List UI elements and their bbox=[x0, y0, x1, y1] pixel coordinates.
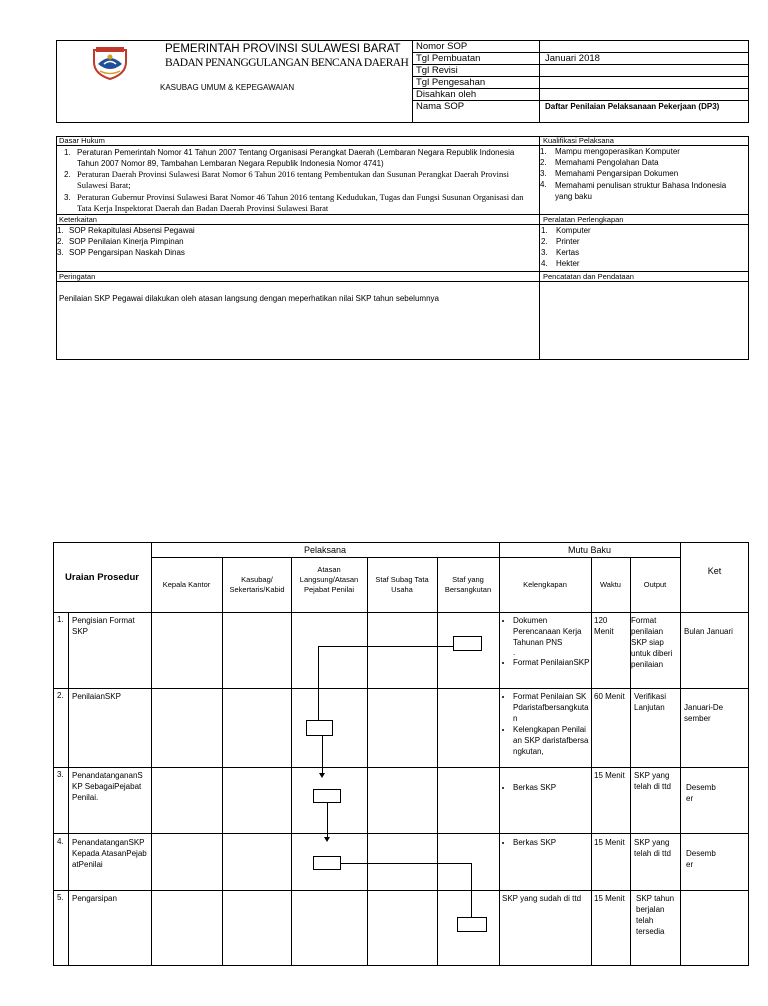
kualifikasi-2: Memahami Pengolahan Data bbox=[555, 158, 659, 167]
flow-arrow bbox=[324, 837, 330, 842]
peralatan-2: Printer bbox=[556, 237, 580, 246]
flow-connector bbox=[327, 803, 328, 837]
flow-connector bbox=[322, 736, 323, 774]
row-1-kelengkapan-item: • Dokumen Perencanaan Kerja Tahunan PNS bbox=[513, 615, 590, 648]
label-nomor-sop: Nomor SOP bbox=[416, 41, 468, 52]
actor-staf-subag: Staf Subag Tata Usaha bbox=[375, 575, 429, 594]
row-2-kelengkapan-item: • Kelengkapan Penilaian SKP daristafbersangkutan, bbox=[513, 724, 590, 757]
keterkaitan-1: SOP Rekapitulasi Absensi Pegawai bbox=[69, 226, 195, 235]
row-3-waktu: 15 Menit bbox=[594, 771, 625, 780]
row-4-no: 4. bbox=[57, 837, 64, 846]
row-2-kelengkapan-item: • Format Penilaian SKPdaristafbersangkutan bbox=[513, 691, 590, 724]
keterkaitan-title: Keterkaitan bbox=[59, 215, 97, 224]
label-tgl-pengesahan: Tgl Pengesahan bbox=[416, 77, 486, 88]
row-3-kelengkapan-item: • Berkas SKP bbox=[513, 782, 590, 793]
actor-atasan-langsung: Atasan Langsung/Atasan Pejabat Penilai bbox=[299, 565, 359, 594]
flow-box-penilaian bbox=[306, 720, 333, 736]
value-nama-sop: Daftar Penilaian Pelaksanaan Pekerjaan (DP3) bbox=[545, 102, 720, 111]
row-5-output: SKP tahun berjalan telah tersedia bbox=[636, 894, 675, 936]
flow-box-pengisian bbox=[453, 636, 482, 651]
row-1-kelengkapan-item: • Format PenilaianSKP bbox=[513, 657, 590, 668]
flow-connector bbox=[318, 646, 454, 647]
row-4-kelengkapan bbox=[502, 837, 590, 848]
row-1-uraian: Pengisian Format SKP bbox=[72, 616, 135, 636]
row-4-waktu: 15 Menit bbox=[594, 838, 625, 847]
flow-arrow bbox=[319, 773, 325, 778]
keterkaitan-3: SOP Pengarsipan Naskah Dinas bbox=[69, 248, 185, 257]
flow-box-pengarsipan bbox=[457, 917, 487, 932]
row-1-kelengkapan-extra: . bbox=[513, 648, 516, 657]
row-4-uraian: PenandatanganSKP Kepada AtasanPejabatPenilai bbox=[72, 838, 147, 869]
row-1-waktu: 120 Menit bbox=[594, 616, 614, 636]
peringatan-title: Peringatan bbox=[59, 272, 96, 281]
flow-box-penandatanganan-atasan bbox=[313, 856, 341, 870]
label-tgl-pembuatan: Tgl Pembuatan bbox=[416, 53, 481, 64]
pelaksana-header: Pelaksana bbox=[303, 545, 347, 555]
row-2-output: Verifikasi Lanjutan bbox=[634, 692, 667, 712]
flow-connector bbox=[471, 863, 472, 917]
row-5-no: 5. bbox=[57, 893, 64, 902]
uraian-header: Uraian Prosedur bbox=[65, 572, 139, 583]
mutu-output: Output bbox=[643, 580, 667, 589]
dasar-hukum-1: Peraturan Pemerintah Nomor 41 Tahun 2007 Tentang Organisasi Perangkat Daerah (Lembaran Negara Republik Indonesia Tahun 2007 Nomor 89, Tambahan Lembaran Negara Republik Indonesia Nomor 4741) bbox=[77, 148, 515, 168]
row-3-output: SKP yang telah di ttd bbox=[634, 771, 671, 791]
flow-box-penandatanganan-penilai bbox=[313, 789, 341, 803]
mutu-kelengkapan: Kelengkapan bbox=[523, 580, 567, 589]
actor-staf-bersangkutan: Staf yang Bersangkutan bbox=[444, 575, 492, 594]
row-2-waktu: 60 Menit bbox=[594, 692, 625, 701]
row-1-no: 1. bbox=[57, 615, 64, 624]
peralatan-4: Hekter bbox=[556, 259, 580, 268]
peringatan-text: Penilaian SKP Pegawai dilakukan oleh atasan langsung dengan meperhatikan nilai SKP tahun sebelumnya bbox=[59, 294, 439, 303]
row-3-no: 3. bbox=[57, 770, 64, 779]
row-3-ket: Desember bbox=[686, 783, 716, 803]
kualifikasi-1: Mampu mengoperasikan Komputer bbox=[555, 147, 680, 156]
peralatan-title: Peralatan Perlengkapan bbox=[543, 215, 624, 224]
mutu-header: Mutu Baku bbox=[567, 545, 612, 555]
org-name-2: BADAN PENANGGULANGAN BENCANA DAERAH bbox=[165, 57, 409, 69]
row-5-kelengkapan: SKP yang sudah di ttd bbox=[502, 894, 582, 903]
dasar-hukum-3: Peraturan Gubernur Provinsi Sulawesi Barat Nomor 46 Tahun 2016 tentang Kedudukan, Tugas dan Fungsi Susunan Organisasi dan Tata Kerja Inspektorat Daerah dan Badan Daerah Provinsi Sulawesi Barat bbox=[77, 192, 524, 213]
row-2-kelengkapan bbox=[502, 691, 590, 757]
kualifikasi-3: Memahami Pengarsipan Dokumen bbox=[555, 169, 679, 178]
row-5-waktu: 15 Menit bbox=[594, 894, 625, 903]
row-1-kelengkapan bbox=[502, 615, 590, 668]
row-4-ket: Desember bbox=[686, 849, 716, 869]
row-2-uraian: PenilaianSKP bbox=[72, 692, 121, 701]
row-5-uraian: Pengarsipan bbox=[72, 894, 117, 903]
logo-emblem bbox=[90, 44, 130, 80]
value-tgl-pembuatan: Januari 2018 bbox=[545, 53, 600, 64]
label-tgl-revisi: Tgl Revisi bbox=[416, 65, 458, 76]
actor-kepala-kantor: Kepala Kantor bbox=[162, 580, 211, 589]
kualifikasi-title: Kualifikasi Pelaksana bbox=[543, 136, 614, 145]
row-1-ket: Bulan Januari bbox=[684, 627, 733, 636]
unit-name: KASUBAG UMUM & KEPEGAWAIAN bbox=[160, 83, 295, 92]
pencatatan-title: Pencatatan dan Pendataan bbox=[543, 272, 634, 281]
dasar-hukum-title: Dasar Hukum bbox=[59, 136, 105, 145]
flow-connector bbox=[341, 863, 471, 864]
row-4-kelengkapan-item: • Berkas SKP bbox=[513, 837, 590, 848]
label-nama-sop: Nama SOP bbox=[416, 101, 465, 112]
org-name-1: PEMERINTAH PROVINSI SULAWESI BARAT bbox=[165, 43, 401, 55]
flow-connector bbox=[318, 646, 319, 720]
row-4-output: SKP yang telah di ttd bbox=[634, 838, 671, 858]
keterkaitan-2: SOP Penilaian Kinerja Pimpinan bbox=[69, 237, 184, 246]
ket-header: Ket bbox=[707, 566, 722, 576]
actor-kasubag: Kasubag/ Sekertaris/Kabid bbox=[229, 575, 285, 594]
row-2-ket: Januari-Desember bbox=[684, 703, 724, 723]
mutu-waktu: Waktu bbox=[600, 580, 621, 589]
kualifikasi-4: Memahami penulisan struktur Bahasa Indonesia yang baku bbox=[555, 181, 727, 201]
dasar-hukum-2: Peraturan Daerah Provinsi Sulawesi Barat Nomor 6 Tahun 2016 tentang Pembentukan dan Susunan Perangkat Daerah Provinsi Sulawesi Barat; bbox=[77, 169, 509, 190]
peralatan-3: Kertas bbox=[556, 248, 580, 257]
row-1-output: Format penilaian SKP siap untuk diberi penilaian bbox=[631, 616, 673, 669]
peralatan-1: Komputer bbox=[556, 226, 591, 235]
label-disahkan-oleh: Disahkan oleh bbox=[416, 89, 477, 100]
row-2-no: 2. bbox=[57, 691, 64, 700]
row-3-kelengkapan bbox=[502, 782, 590, 793]
row-3-uraian: PenandatangananSKP SebagaiPejabatPenilai. bbox=[72, 771, 143, 802]
